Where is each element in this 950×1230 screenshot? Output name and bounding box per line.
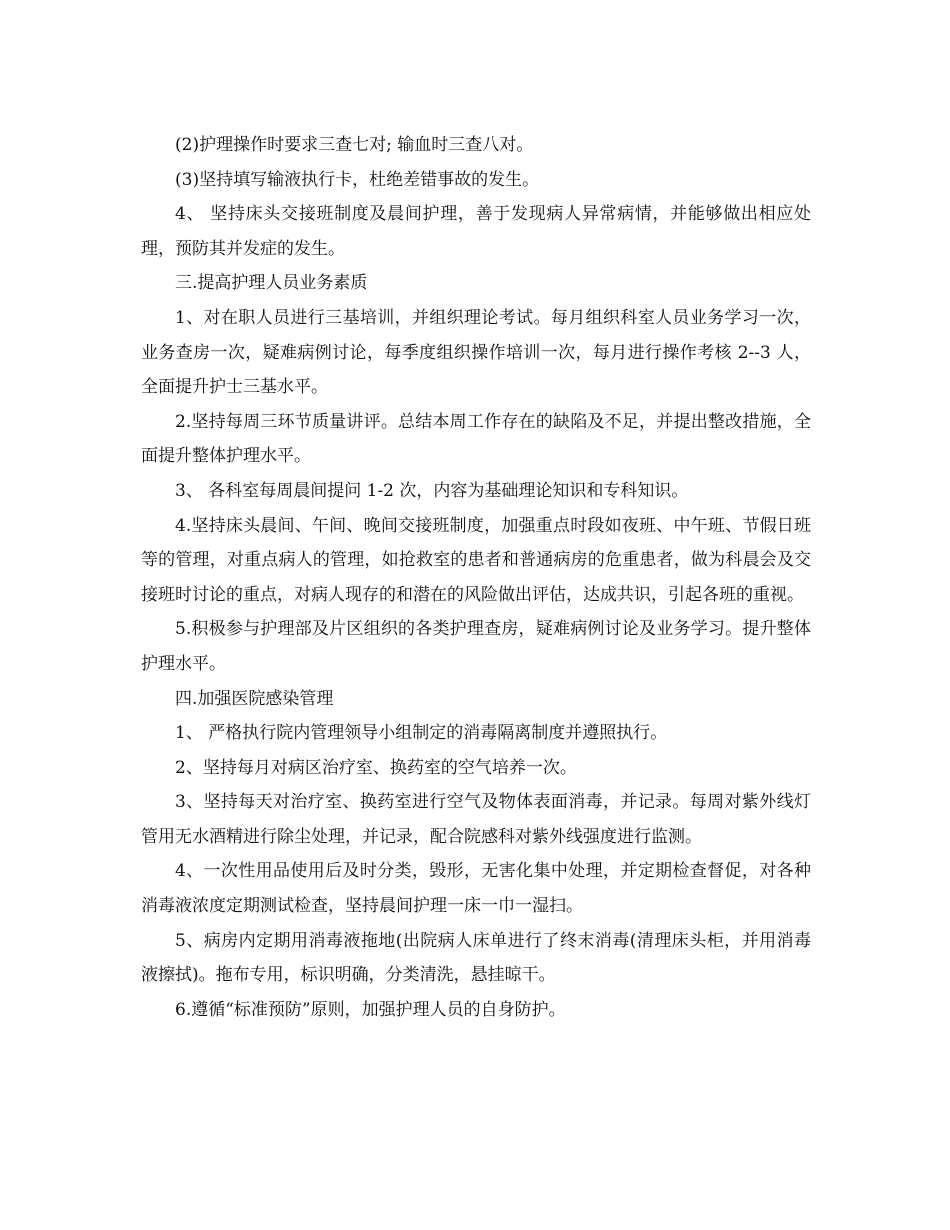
paragraph: 1、 严格执行院内管理领导小组制定的消毒隔离制度并遵照执行。	[175, 723, 668, 744]
paragraph: 4、一次性用品使用后及时分类，毁形，无害化集中处理，并定期检查督促，对各种消毒液浓度定期测试检查，坚持晨间护理一床一巾一湿扫。	[141, 861, 811, 917]
document-body	[141, 128, 811, 1027]
paragraph: 4.坚持床头晨间、午间、晚间交接班制度，加强重点时段如夜班、中午班、节假日班等的管理，对重点病人的管理，如抢救室的患者和普通病房的危重患者，做为科晨会及交接班时讨论的重点，对病人现存的和潜在的风险做出评估，达成共识，引起各班的重视。	[141, 515, 811, 605]
section-heading: 四.加强医院感染管理	[175, 688, 334, 709]
paragraph: (2)护理操作时要求三查七对; 输血时三查八对。	[175, 135, 534, 155]
paragraph: 6.遵循“标准预防”原则，加强护理人员的自身防护。	[175, 999, 566, 1020]
paragraph: 2.坚持每周三环节质量讲评。总结本周工作存在的缺陷及不足，并提出整改措施，全面提升整体护理水平。	[141, 411, 811, 467]
paragraph: 4、 坚持床头交接班制度及晨间护理，善于发现病人异常病情，并能够做出相应处理，预防其并发症的发生。	[141, 204, 811, 259]
paragraph: 3、 各科室每周晨间提问 1-2 次，内容为基础理论知识和专科知识。	[175, 480, 689, 501]
paragraph: 5、病房内定期用消毒液拖地(出院病人床单进行了终末消毒(清理床头柜，并用消毒液擦拭)。拖布专用，标识明确，分类清洗，悬挂晾干。	[141, 930, 811, 986]
paragraph: 3、坚持每天对治疗室、换药室进行空气及物体表面消毒，并记录。每周对紫外线灯管用无水酒精进行除尘处理，并记录，配合院感科对紫外线强度进行监测。	[141, 792, 811, 847]
paragraph: 2、坚持每月对病区治疗室、换药室的空气培养一次。	[175, 757, 577, 778]
paragraph: 5.积极参与护理部及片区组织的各类护理查房，疑难病例讨论及业务学习。提升整体护理水平。	[141, 619, 811, 674]
section-heading: 三.提高护理人员业务素质	[175, 273, 368, 294]
paragraph: (3)坚持填写输液执行卡，杜绝差错事故的发生。	[175, 169, 540, 190]
paragraph: 1、对在职人员进行三基培训，并组织理论考试。每月组织科室人员业务学习一次，业务查房一次，疑难病例讨论，每季度组织操作培训一次，每月进行操作考核 2--3 人，全面提升护士三基水平。	[141, 307, 811, 398]
